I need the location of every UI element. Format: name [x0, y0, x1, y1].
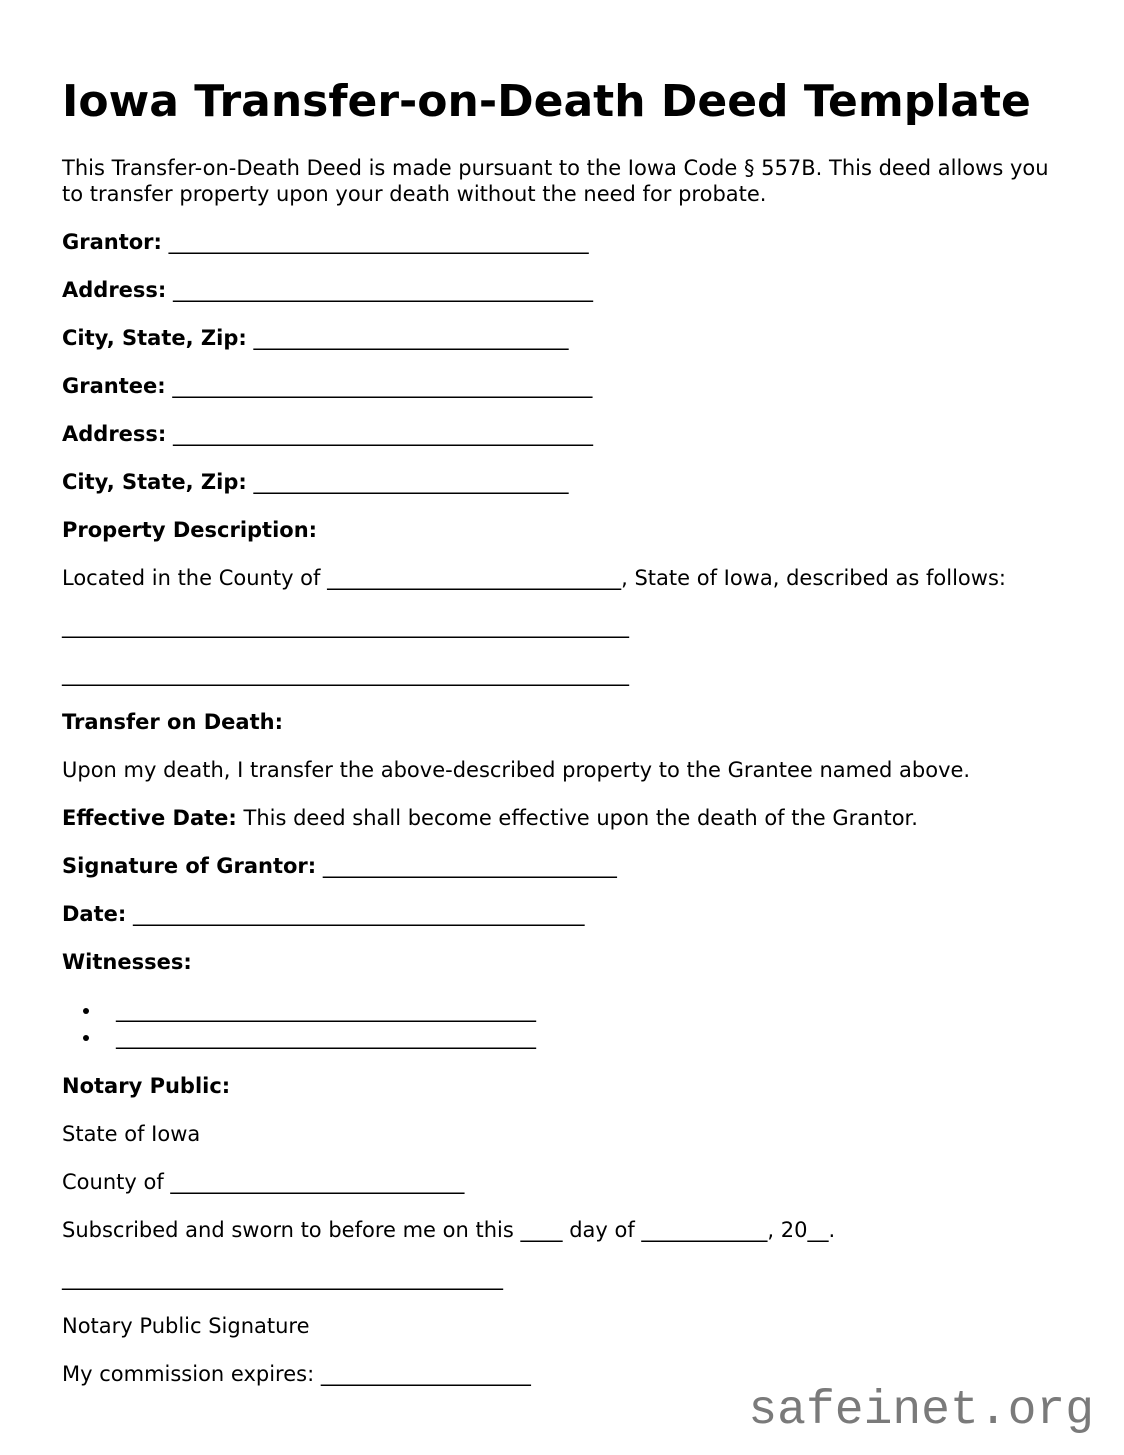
sworn-month-blank-line: ____________ — [641, 1218, 768, 1242]
grantee-address-label: Address: — [62, 422, 167, 446]
grantee-city-label: City, State, Zip: — [62, 470, 247, 494]
grantee-city-blank-line: ______________________________ — [253, 470, 569, 494]
notary-public-heading: Notary Public: — [62, 1074, 231, 1098]
watermark-text: safeinet.org — [748, 1384, 1094, 1438]
field-row-grantee — [62, 373, 1062, 399]
effective-date-text: This deed shall become effective upon the death of the Grantor. — [243, 806, 918, 830]
transfer-statement: Upon my death, I transfer the above-described property to the Grantee named above. — [62, 758, 971, 782]
witness-list — [62, 997, 1062, 1051]
commission-expires-blank-line: ____________________ — [320, 1362, 531, 1386]
located-sentence — [62, 565, 1062, 591]
sworn-day-blank-line: ____ — [520, 1218, 563, 1242]
witness-blank-line-1: ________________________________________ — [116, 998, 536, 1022]
notary-sworn-sentence — [62, 1217, 1062, 1243]
date-blank-line: ___________________________________________ — [132, 902, 585, 926]
sworn-prefix: Subscribed and sworn to before me on this — [62, 1218, 514, 1242]
notary-signature-blank-line: __________________________________________ — [62, 1266, 503, 1290]
sworn-middle: day of — [569, 1218, 635, 1242]
field-row-grantor-address — [62, 277, 1062, 303]
located-suffix: , State of Iowa, described as follows: — [621, 566, 1006, 590]
grantee-address-blank-line: ________________________________________ — [173, 422, 594, 446]
effective-date-row — [62, 805, 1062, 831]
grantor-blank-line: ________________________________________ — [168, 230, 589, 254]
grantor-signature-blank-line: ____________________________ — [322, 854, 617, 878]
page-title: Iowa Transfer-on-Death Deed Template — [62, 76, 1031, 127]
witnesses-heading: Witnesses: — [62, 950, 192, 974]
effective-date-label: Effective Date: — [62, 806, 237, 830]
intro-paragraph: This Transfer-on-Death Deed is made pursuant to the Iowa Code § 557B. This deed allows you to transfer property upon your death without the need for probate. — [62, 156, 1049, 206]
sworn-suffix: , 20__. — [767, 1218, 836, 1242]
date-row — [62, 901, 1062, 927]
grantor-signature-label: Signature of Grantor: — [62, 854, 317, 878]
property-description-line-1: ______________________________________________________ — [62, 614, 629, 638]
commission-expires-label: My commission expires: — [62, 1362, 315, 1386]
notary-county-blank-line: ____________________________ — [170, 1170, 465, 1194]
grantor-city-label: City, State, Zip: — [62, 326, 247, 350]
county-blank-line: ____________________________ — [327, 566, 622, 590]
notary-county-label: County of — [62, 1170, 164, 1194]
field-row-grantor-city — [62, 325, 1062, 351]
grantor-address-blank-line: ________________________________________ — [173, 278, 594, 302]
grantor-signature-row — [62, 853, 1062, 879]
grantor-address-label: Address: — [62, 278, 167, 302]
grantee-blank-line: ________________________________________ — [172, 374, 593, 398]
grantor-label: Grantor: — [62, 230, 162, 254]
notary-signature-caption: Notary Public Signature — [62, 1314, 310, 1338]
notary-state-row: State of Iowa — [62, 1122, 201, 1146]
witness-line-item — [102, 997, 1062, 1024]
property-description-heading: Property Description: — [62, 518, 318, 542]
date-label: Date: — [62, 902, 127, 926]
notary-county-row — [62, 1169, 1062, 1195]
property-description-line-2: ______________________________________________________ — [62, 662, 629, 686]
grantee-label: Grantee: — [62, 374, 166, 398]
witness-blank-line-2: ________________________________________ — [116, 1025, 536, 1049]
field-row-grantee-city — [62, 469, 1062, 495]
transfer-on-death-heading: Transfer on Death: — [62, 710, 283, 734]
located-prefix: Located in the County of — [62, 566, 321, 590]
witness-line-item — [102, 1024, 1062, 1051]
field-row-grantor — [62, 229, 1062, 255]
field-row-grantee-address — [62, 421, 1062, 447]
grantor-city-blank-line: ______________________________ — [253, 326, 569, 350]
